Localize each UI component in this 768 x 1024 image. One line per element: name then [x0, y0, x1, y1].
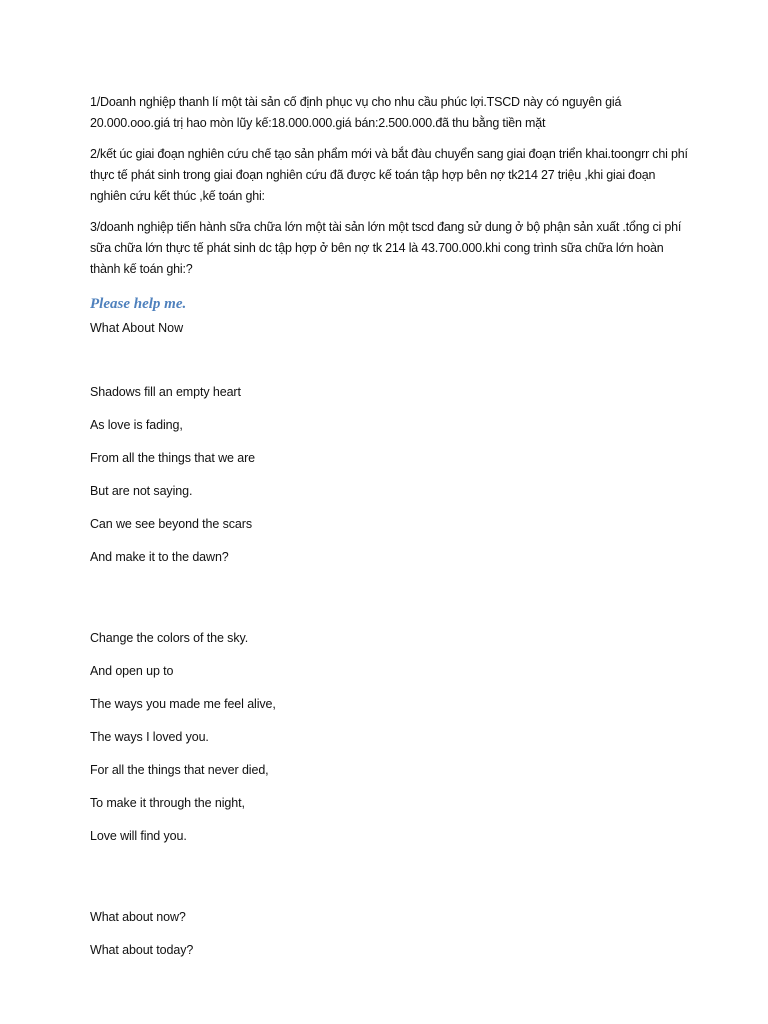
lyric-line: Change the colors of the sky.: [90, 631, 249, 645]
stanza-3: [90, 909, 690, 975]
lyric-line: The ways I loved you.: [90, 730, 209, 744]
question-1: 1/Doanh nghiệp thanh lí một tài sản cố định phục vụ cho nhu cầu phúc lợi.TSCD này có nguyên giá 20.000.ooo.giá trị hao mòn lũy kế:18.000.000.giá bán:2.500.000.đã thu bằng tiền mặt: [90, 95, 622, 130]
lyric-line: From all the things that we are: [90, 451, 256, 465]
document-page: [90, 92, 690, 1023]
lyric-line: For all the things that never died,: [90, 763, 269, 777]
lyrics: [90, 384, 690, 975]
stanza-2: [90, 630, 690, 861]
lyric-line: But are not saying.: [90, 484, 193, 498]
question-3: 3/doanh nghiệp tiến hành sữa chữa lớn một tài sản lớn một tscd đang sử dung ở bộ phận sản xuất .tổng ci phí sữa chữa lớn thực tế phát sinh dc tập hợp ở bên nợ tk 214 là 43.700.000.khi cong trình sữa chữa lớn hoàn thành kế toán ghi:?: [90, 220, 682, 276]
lyric-line: And make it to the dawn?: [90, 550, 229, 564]
lyric-line: What about today?: [90, 943, 194, 957]
lyric-line: Can we see beyond the scars: [90, 517, 252, 531]
question-2: 2/kết úc giai đoạn nghiên cứu chế tạo sản phẩm mới và bắt đàu chuyển sang giai đoạn triển khai.toongrr chi phí thực tế phát sinh trong giai đoạn nghiên cứu đã được kế toán tập hợp bên nợ tk214 27 triệu ,khi giai đoạn nghiên cứu kết thúc ,kế toán ghi:: [90, 147, 688, 203]
help-heading: Please help me.: [90, 296, 187, 312]
lyric-line: Love will find you.: [90, 829, 187, 843]
lyric-line: To make it through the night,: [90, 796, 245, 810]
lyric-line: What about now?: [90, 910, 186, 924]
lyric-line: And open up to: [90, 664, 174, 678]
stanza-1: [90, 384, 690, 582]
song-title: What About Now: [90, 321, 184, 335]
lyric-line: As love is fading,: [90, 418, 183, 432]
lyric-line: The ways you made me feel alive,: [90, 697, 276, 711]
lyric-line: Shadows fill an empty heart: [90, 385, 241, 399]
